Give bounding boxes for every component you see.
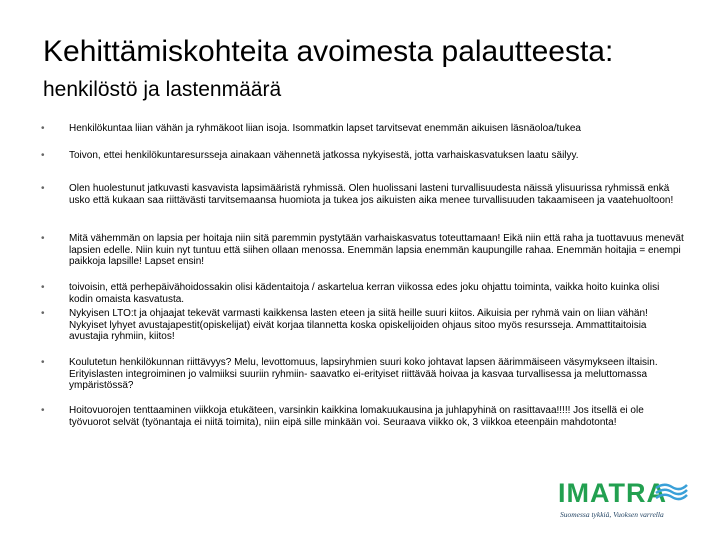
list-item-text: Nykyisen LTO:t ja ohjaajat tekevät varmasti kaikkensa lasten eteen ja siitä heille suuri kiitos. Aikuisia per ryhmä vain on liian vähän! Nykyiset lyhyet avustajapestit(opiskelijat) eivät korjaa tilannetta koska opiskelijoiden ohjaus sitoo myös resursseja. Ammattitaitoisia avustajia ryhmiin, kiitos!: [69, 308, 648, 342]
bullet-marker: •: [41, 183, 45, 194]
waves-icon: [654, 480, 688, 502]
bullet-marker: •: [41, 405, 45, 416]
bullet-marker: •: [41, 308, 45, 319]
list-item-text: Olen huolestunut jatkuvasti kasvavista lapsimääristä ryhmissä. Olen huolissani lasteni turvallisuudesta näissä ylisuurissa ryhmissä enkä usko että kukaan saa riittävästi tarvitsemaansa huomiota ja tukea jos aikuisten aika menee turvallisuuden takaamiseen ja vaatehuoltoon!: [69, 183, 674, 206]
imatra-logo: [558, 478, 688, 526]
bullet-marker: •: [41, 282, 45, 293]
slide-subtitle: henkilöstö ja lastenmäärä: [43, 78, 282, 101]
bullet-marker: •: [41, 123, 45, 134]
list-item-text: toivoisin, että perhepäivähoidossakin olisi kädentaitoja / askartelua kerran viikossa edes joku ohjattu toiminta, vaikka hoito kuinka olisi kodin omaista kasvatusta.: [69, 282, 660, 305]
bullet-marker: •: [41, 150, 45, 161]
slide-title: Kehittämiskohteita avoimesta palautteesta:: [43, 35, 614, 68]
logo-slogan: Suomessa tykkiä, Vuoksen varrella: [560, 510, 664, 519]
list-item-text: Henkilökuntaa liian vähän ja ryhmäkoot liian isoja. Isommatkin lapset tarvitsevat enemmän aikuisen läsnäoloa/tukea: [69, 123, 581, 134]
list-item-text: Hoitovuorojen tenttaaminen viikkoja etukäteen, varsinkin kaikkina lomakuukausina ja juhlapyhinä on rasittavaa!!!!! Jos itsellä ei ole työvuorot selvät (työnantaja ei niitä toimita), niin eipä sille minkään voi. Seuraava viikko ok, 3 viikkoa eteenpäin mahdotonta!: [69, 405, 644, 428]
list-item-text: Koulutetun henkilökunnan riittävyys? Melu, levottomuus, lapsiryhmien suuri koko johtavat lapsen äärimmäiseen väsymykseen iltaisin. Erityislasten integroiminen jo valmiiksi suuriin ryhmiin- saavatko ei-erityiset riittävää hoivaa ja kasvaa turvallisessa ja meluttomassa ympäristössä?: [69, 357, 658, 391]
bullet-marker: •: [41, 233, 45, 244]
logo-wordmark: IMATRA: [558, 478, 667, 508]
list-item-text: Toivon, ettei henkilökuntaresursseja ainakaan vähennetä jatkossa nykyisestä, jotta varhaiskasvatuksen laatu säilyy.: [69, 150, 579, 161]
bullet-marker: •: [41, 357, 45, 368]
list-item-text: Mitä vähemmän on lapsia per hoitaja niin sitä paremmin pystytään varhaiskasvatus toteuttamaan! Eikä niin että raha ja tuottavuus menevät lapsien edelle. Niin kuin nyt tuntuu että siihen ollaan menossa. Enemmän lapsia enemmän kaupungille rahaa. Enemmän hoitajia = enempi paikkoja lapsille! Lapset ensin!: [69, 233, 684, 267]
